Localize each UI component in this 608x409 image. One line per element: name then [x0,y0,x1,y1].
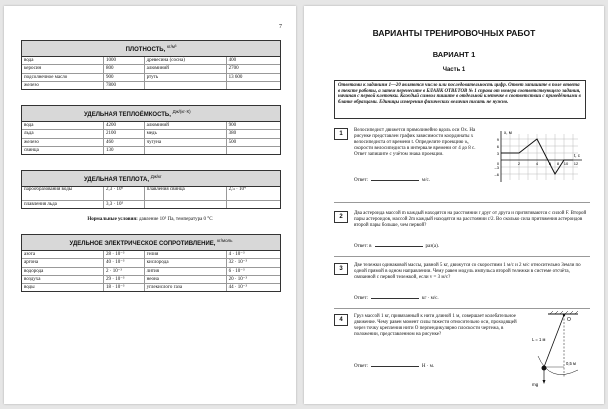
table-cell: 400 [228,58,237,63]
divider [334,256,590,257]
table-cell: 2,3 · 10⁶ [104,187,145,200]
table-cell: парообразования воды [22,187,104,200]
answer-label: Ответ: [354,178,368,183]
table-cell: 2 · 10⁻³ [104,268,145,275]
question-number: 1 [334,128,348,140]
thread [544,315,564,367]
table-cell: углекислого газа [145,284,227,291]
x-tick: 12 [573,161,579,166]
section-heading: ВАРИАНТЫ ТРЕНИРОВОЧНЫХ РАБОТ [372,28,536,38]
density-header [22,41,280,57]
table-cell: кислорода [145,259,227,266]
answer-unit: м/с. [421,178,430,183]
table-cell: 3,3 · 10⁵ [104,201,145,208]
density-table [21,40,281,90]
y-tick: 6 [496,144,499,149]
instructions-box: Ответами к заданиям 1—20 являются число или последовательность цифр. Ответ запишите в поле ответа в тексте работы, а затем перенесите в БЛАНК ОТВЕТОВ № 1 справа от номера соответствующего задания, начиная с первой клеточки. Каждый символ пишите в отдельной клеточке в соответствии с приведёнными в бланке образцами. Единицы измерения физических величин писать не нужно. [334,80,586,119]
question-text: Два астероида массой m каждый находятся на расстоянии r друг от друга и притягиваются с силой F. Второй пары астероидов, массой 2m каждый находятся на расстоянии r/2. Во сколько сила притяжения астероидов второй пары больше, чем первой? [354,211,587,228]
table-cell: 29 · 10⁻³ [104,276,145,283]
normal-conditions-label: Нормальные условия: [87,217,138,222]
table-cell: 1000 [104,57,145,64]
answer-field[interactable] [375,246,423,247]
question-1 [334,128,590,188]
question-text: Две тележки одинаковой массы, равной 5 кг, движутся со скоростями 1 м/с и 2 м/с относительно Земли по одной прямой в одном направлении. Чему равен модуль импульса второй тележки в системе отсчёта, связанной с первой тележкой, если v = 3 м/с? [354,263,581,280]
table-cell: 4200 [104,122,145,129]
variant-title: ВАРИАНТ 1 [432,50,476,59]
resistivity-table [21,234,281,292]
table-cell: алюминий [145,65,227,72]
heat-capacity-table [21,105,281,155]
y-axis-label: x, м [504,130,512,135]
pivot-label: O [567,317,571,323]
table-cell: медь [145,130,227,137]
table-row [22,122,280,130]
table-cell [145,82,227,89]
normal-conditions [21,217,279,222]
resistivity-title: УДЕЛЬНОЕ ЭЛЕКТРИЧЕСКОЕ СОПРОТИВЛЕНИЕ, [69,241,216,247]
table-cell: 44 · 10⁻³ [228,285,247,291]
heat-capacity-title: УДЕЛЬНАЯ ТЕПЛОЁМКОСТЬ, [84,112,171,118]
table-row [22,57,280,65]
gravity-label: mg [532,382,539,387]
table-cell: плавления льда [22,201,104,208]
answer-field[interactable] [371,180,419,181]
question-number: 3 [334,263,348,275]
table-cell: 900 [228,123,237,128]
table-cell: 13 600 [228,74,243,80]
table-cell: 32 · 10⁻³ [228,260,247,266]
table-row [22,82,280,89]
table-cell [145,201,227,208]
question-number: 2 [334,211,348,223]
table-cell: 460 [104,139,145,146]
table-cell: алюминий [145,122,227,129]
answer-row [354,364,434,370]
table-cell: аргона [22,259,104,266]
length-label: L = 1 м [532,337,546,342]
table-row [22,201,280,208]
table-cell: вода [22,122,104,129]
table-cell: 2,5 · 10⁴ [228,187,246,192]
table-cell: железо [22,82,104,89]
table-row [22,268,280,276]
table-cell: неона [145,276,227,283]
table-cell: 20 · 10⁻³ [228,276,247,282]
table-row [22,139,280,147]
table-cell: железо [22,139,104,146]
latent-heat-table [21,170,281,209]
table-cell: 28 · 10⁻³ [104,251,145,258]
answer-unit: раз(а). [425,244,440,249]
x-tick: 6 [548,161,552,166]
table-cell [227,201,280,208]
table-cell: 900 [104,74,145,81]
resistivity-header [22,235,280,251]
distance-label: 0,5 м [566,361,576,366]
x-tick: 10 [563,161,569,166]
table-cell: 130 [104,147,145,154]
weight [542,366,547,371]
table-cell: воды [22,284,104,291]
table-cell: 380 [228,131,237,137]
table-cell: 6 · 10⁻³ [228,268,245,274]
table-row [22,251,280,259]
table-cell [145,147,227,154]
x-axis-label: t, с [574,153,581,158]
table-cell: чугуна [145,139,227,146]
position-time-graph [488,128,590,186]
table-cell: 500 [228,139,237,145]
table-cell: свинца [22,147,104,154]
question-3 [334,263,590,303]
table-cell: подсолнечное масло [22,74,104,81]
table-row [22,276,280,284]
y-tick: 9 [496,137,499,142]
x-tick: 4 [535,161,539,166]
right-page [304,6,604,404]
table-cell: 4 · 10⁻³ [228,252,245,257]
table-cell: 800 [104,65,145,72]
table-cell: воздуха [22,276,104,283]
answer-label: Ответ: [354,364,368,369]
question-4 [334,314,590,394]
resistivity-units: кг/моль [217,238,233,243]
latent-heat-title: УДЕЛЬНАЯ ТЕПЛОТА, [84,177,150,183]
table-cell: 18 · 10⁻³ [104,284,145,291]
density-units: кг/м³ [166,44,177,49]
table-cell: лития [145,268,227,275]
table-cell: 2100 [104,130,145,137]
page-number: 7 [279,24,282,30]
table-row [22,74,280,82]
answer-label: Ответ: [354,296,368,301]
y-tick: –6 [494,172,499,177]
x-tick: 8 [556,161,560,166]
table-row [22,130,280,138]
heat-capacity-header [22,106,280,122]
table-cell: льда [22,130,104,137]
normal-conditions-text: давление 10⁵ Па, температура 0 °С [139,217,213,222]
part-title: Часть 1 [442,67,466,73]
y-tick: 3 [496,151,499,156]
answer-field[interactable] [371,366,419,367]
divider [334,202,590,203]
question-number: 4 [334,314,348,326]
table-row [22,259,280,267]
question-2 [334,211,590,251]
answer-row [354,178,430,184]
table-cell: плавления свинца [145,187,227,200]
table-cell: вода [22,57,104,64]
table-cell: гелия [145,251,227,258]
pendulum-figure [530,310,588,388]
table-cell [227,82,280,89]
table-row [22,187,280,201]
table-row [22,284,280,291]
table-cell: 2700 [228,66,239,72]
question-text: Груз массой 1 кг, привязанный к нити длиной 1 м, совершает колебательное движение. Чему равен момент силы тяжести относительно оси, проходящей через точку крепления нити О перпендикулярно плоскости чертежа, в положении, представленном на рисунке? [354,314,517,337]
answer-label: Ответ: в [354,244,372,249]
table-cell: ртуть [145,74,227,81]
table-cell: водорода [22,268,104,275]
question-text: Велосипедист движется прямолинейно вдоль оси Ох. На рисунке представлен график зависимости координаты x велосипедиста от времени t. Определите проекцию υₓ скорости велосипедиста в интервале времени от 4 до 8 с. Ответ запишите с учётом знака проекции. [354,128,476,157]
table-cell: азота [22,251,104,258]
table-row [22,147,280,154]
left-page [4,6,296,404]
answer-unit: кг · м/с. [421,296,439,301]
density-title: ПЛОТНОСТЬ, [125,47,166,53]
table-cell [227,147,280,154]
y-tick: –3 [494,165,499,170]
answer-row [354,244,439,250]
latent-heat-units: Дж/кг [150,174,162,179]
x-tick: 2 [517,161,521,166]
table-row [22,65,280,73]
answer-row [354,296,439,302]
heat-capacity-units: Дж/(кг·К) [172,109,191,114]
latent-heat-header [22,171,280,187]
x-tick: 0 [496,161,500,166]
table-cell: 7800 [104,82,145,89]
answer-unit: Н · м. [421,364,435,369]
answer-field[interactable] [371,298,419,299]
table-cell: древесина (сосна) [145,57,227,64]
table-cell: керосин [22,65,104,72]
divider [334,308,590,309]
table-cell: 40 · 10⁻³ [104,259,145,266]
